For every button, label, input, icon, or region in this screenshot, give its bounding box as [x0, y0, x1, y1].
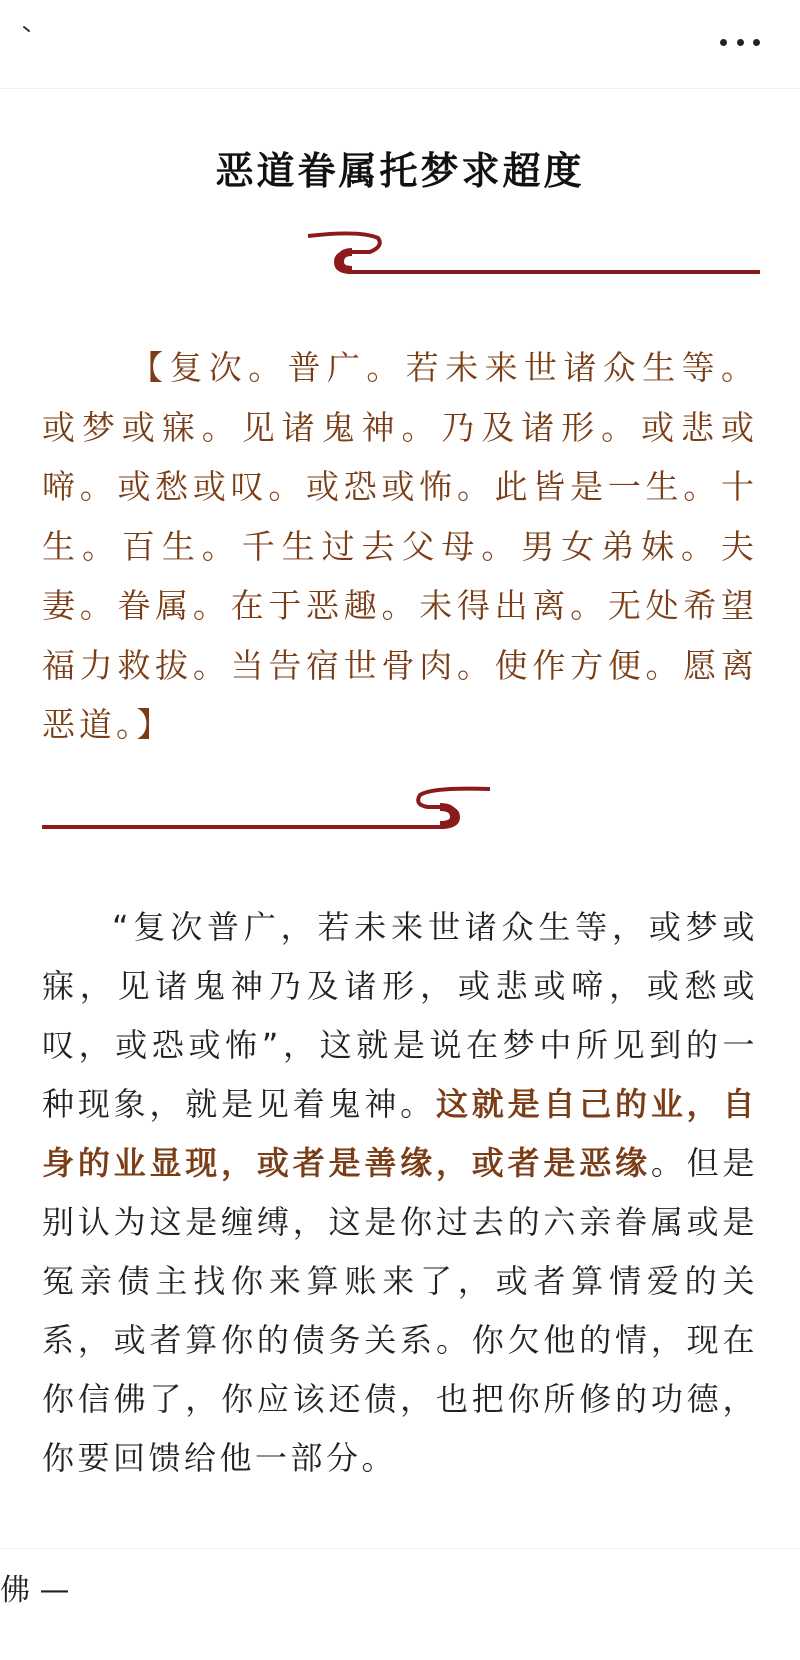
commentary-text-1: “复次普广，若未来世诸众生等，或梦或寐，见诸鬼神乃及诸形，或悲或啼，或愁或叹，或恐或怖”，这就是说在梦中所见到的一种现象，就是见着鬼神。 [42, 908, 758, 1123]
more-dot [720, 39, 727, 46]
more-options-button[interactable] [720, 30, 760, 54]
back-arrow-icon[interactable] [22, 24, 36, 34]
next-section-fragment: 佛 — [0, 1573, 70, 1608]
commentary-highlight: 这就是自己的业，自身的业显现，或者是善缘，或者是恶缘 [42, 1085, 758, 1182]
top-bar [0, 0, 800, 89]
commentary-text-2: 。但是别认为这是缠缚，这是你过去的六亲眷属或是冤亲债主找你来算账来了，或者算情爱的关系，或者算你的债务关系。你欠他的情，现在你信佛了，你应该还债，也把你所修的功德，你要回馈给他一部分。 [42, 1144, 758, 1477]
more-dot [753, 39, 760, 46]
decorative-divider-top [0, 222, 800, 292]
commentary-paragraph [42, 898, 758, 1488]
sutra-quote: 【复次。普广。若未来世诸众生等。或梦或寐。见诸鬼神。乃及诸形。或悲或啼。或愁或叹。或恐或怖。此皆是一生。十生。百生。千生过去父母。男女弟妹。夫妻。眷属。在于恶趣。未得出离。无处希望福力救拔。当告宿世骨肉。使作方便。愿离恶道。】 [42, 348, 758, 744]
bottom-separator [0, 1548, 800, 1549]
more-dot [737, 39, 744, 46]
article-title: 恶道眷属托梦求超度 [215, 149, 585, 193]
decorative-divider-bottom [0, 775, 800, 845]
